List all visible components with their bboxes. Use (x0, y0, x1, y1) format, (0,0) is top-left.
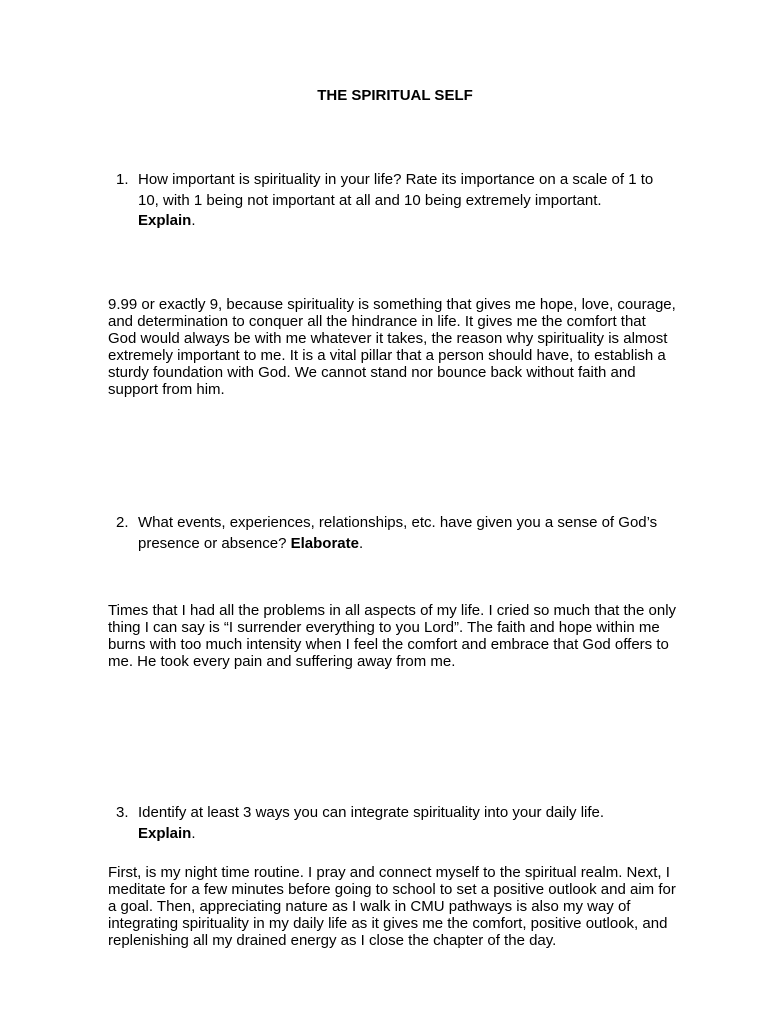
answer-1: 9.99 or exactly 9, because spirituality is something that gives me hope, love, courage, and determination to conquer all the hindrance in life. It gives me the comfort that God would always be with me whatever it takes, the reason why spirituality is almost extremely important to me. It is a vital pillar that a person should have, to establish a sturdy foundation with God. We cannot stand nor bounce back without faith and support from him. (108, 296, 676, 398)
question-text-block (116, 513, 676, 554)
question-number: 2. (116, 514, 129, 531)
question-text-block (116, 803, 676, 844)
question-3 (116, 803, 676, 844)
question-text: How important is spirituality in your life? Rate its importance on a scale of 1 to 10, with 1 being not important at all and 10 being extremely important. (138, 171, 654, 209)
question-end: . (191, 824, 196, 842)
question-end: . (358, 534, 364, 552)
question-text: What events, experiences, relationships, etc. have given you a sense of God’s presence or absence? (138, 514, 658, 552)
question-emphasis: Elaborate (290, 534, 359, 552)
answer-2: Times that I had all the problems in all aspects of my life. I cried so much that the only thing I can say is “I surrender everything to you Lord”. The faith and hope within me burns with too much intensity when I feel the comfort and embrace that God offers to me. He took every pain and suffering away from me. (108, 602, 677, 670)
question-text: Identify at least 3 ways you can integrate spirituality into your daily life. (138, 804, 605, 821)
question-2 (116, 513, 676, 554)
answer-3: First, is my night time routine. I pray and connect myself to the spiritual realm. Next, I meditate for a few minutes before going to school to set a positive outlook and aim for a goal. Then, appreciating nature as I walk in CMU pathways is also my way of integrating spirituality in my daily life as it gives me the comfort, positive outlook, and replenishing all my drained energy as I close the chapter of the day. (108, 864, 676, 949)
document-title: THE SPIRITUAL SELF (317, 87, 473, 104)
question-1 (116, 170, 676, 232)
question-text-block (116, 170, 676, 232)
question-number: 3. (116, 804, 129, 821)
question-emphasis: Explain (138, 212, 192, 229)
question-emphasis: Explain (138, 824, 192, 842)
question-end: . (191, 212, 196, 229)
question-number: 1. (116, 171, 129, 188)
